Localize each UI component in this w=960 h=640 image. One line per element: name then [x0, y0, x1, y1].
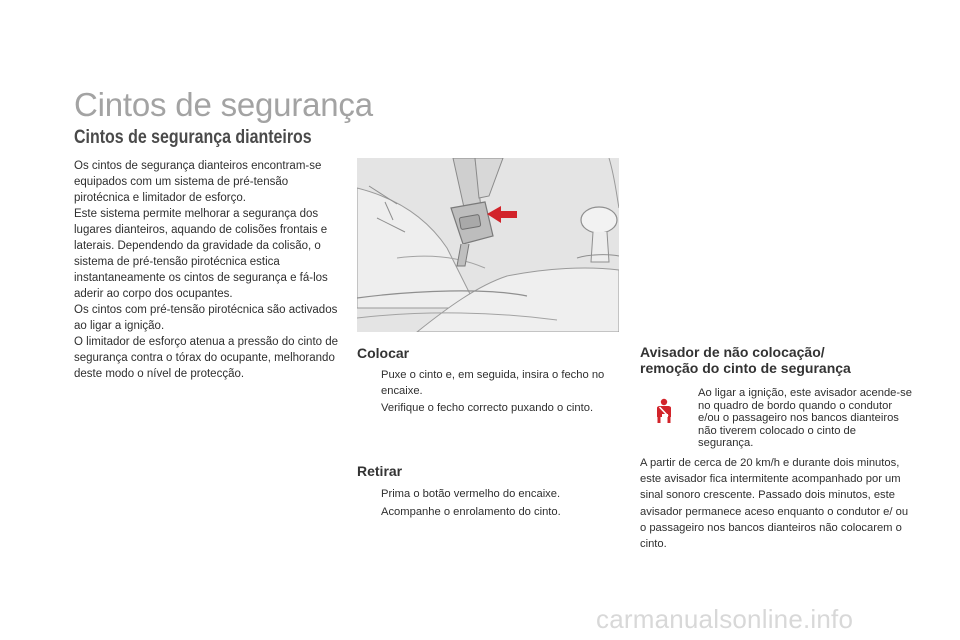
avisador-heading: [640, 344, 851, 376]
seatbelt-warning-icon: [653, 398, 675, 424]
warning-icon-text: Ao ligar a ignição, este avisador acende-se no quadro de bordo quando o condutor e/ou o passageiro nos bancos dianteiros não tiverem colocado o cinto de segurança.: [698, 387, 912, 449]
retirar-heading: Retirar: [357, 463, 403, 479]
seatbelt-buckle-illustration: [357, 158, 619, 332]
list-item: [357, 487, 622, 503]
intro-paragraph: O limitador de esforço atenua a pressão do cinto de segurança contra o tórax do ocupante, melhorando deste modo o nível de protecção.: [74, 336, 339, 380]
colocar-list: [357, 368, 622, 419]
intro-paragraph: Os cintos de segurança dianteiros encontram-se equipados com um sistema de pré-tensão pirotécnica e limitador de esforço.: [74, 160, 322, 204]
avisador-heading-line: remoção do cinto de segurança: [640, 360, 851, 376]
colocar-heading: Colocar: [357, 345, 410, 361]
intro-paragraph: Os cintos com pré-tensão pirotécnica são activados ao ligar a ignição.: [74, 304, 338, 332]
page-title: Cintos de segurança: [74, 86, 373, 123]
list-item-text: Acompanhe o enrolamento do cinto.: [381, 505, 561, 518]
list-item: [357, 505, 622, 521]
warning-body-text: A partir de cerca de 20 km/h e durante dois minutos, este avisador fica intermitente acompanhado por um sinal sonoro crescente. Passado dois minutos, este avisador permanece aceso enquanto o condutor e/ ou o passageiro nos bancos dianteiros não colocarem o cinto.: [640, 457, 909, 551]
seatbelt-buckle-drawing: [357, 158, 619, 332]
avisador-heading-line: Avisador de não colocação/: [640, 344, 825, 360]
list-item-text: Prima o botão vermelho do encaixe.: [381, 488, 561, 500]
retirar-list: [357, 487, 622, 522]
intro-paragraph: Este sistema permite melhorar a segurança dos lugares dianteiros, aquando de colisões frontais e laterais. Dependendo da gravidade da colisão, o sistema de pré-tensão pirotécnica estica instantaneamente os cintos de segurança e fá-los aderir ao corpo dos ocupantes.: [74, 208, 328, 300]
watermark: carmanualsonline.info: [596, 604, 854, 634]
intro-text: [74, 158, 344, 382]
list-item: [357, 401, 622, 417]
list-item-text: Puxe o cinto e, em seguida, insira o fecho no encaixe.: [381, 369, 605, 397]
list-item: [357, 368, 622, 399]
list-item-text: Verifique o fecho correcto puxando o cinto.: [381, 402, 594, 414]
section-title: Cintos de segurança dianteiros: [74, 127, 312, 148]
